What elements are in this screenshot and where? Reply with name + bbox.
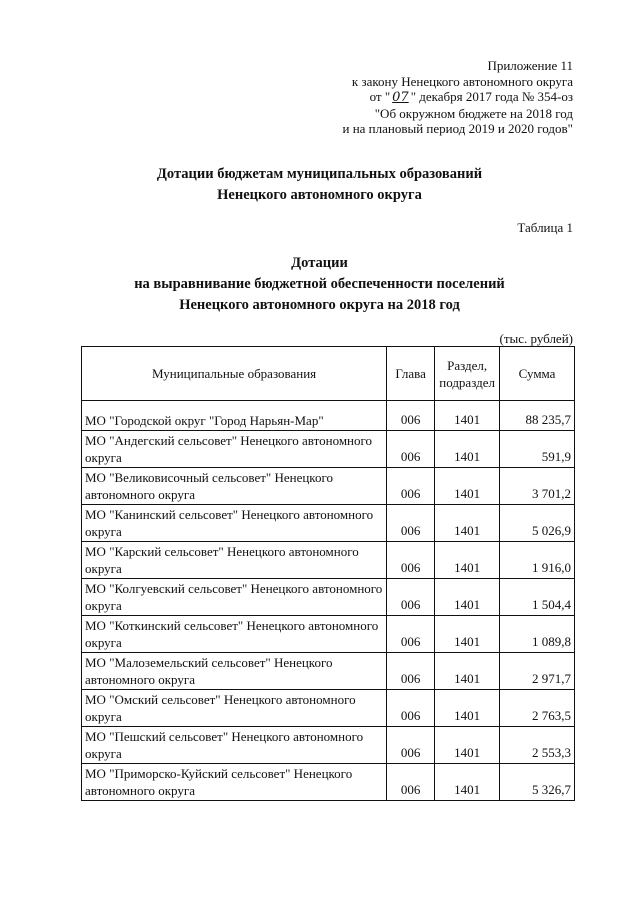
cell-municipality: МО "Великовисочный сельсовет" Ненецкого автономного округа	[82, 468, 387, 505]
appendix-number: Приложение 11	[487, 58, 573, 73]
cell-chapter: 006	[387, 542, 435, 579]
table-row	[82, 653, 575, 690]
appendix-law: к закону Ненецкого автономного округа	[351, 73, 573, 89]
table-title-line2: на выравнивание бюджетной обеспеченности поселений	[134, 276, 505, 292]
appendix-header	[342, 58, 573, 137]
cell-chapter: 006	[387, 468, 435, 505]
cell-amount: 5 326,7	[500, 764, 575, 801]
appendix-date-prefix: от "	[369, 89, 391, 104]
cell-municipality: МО "Приморско-Куйский сельсовет" Ненецкого автономного округа	[82, 764, 387, 801]
appendix-date-line	[342, 89, 573, 106]
table-title	[0, 253, 639, 316]
cell-amount: 3 701,2	[500, 468, 575, 505]
cell-chapter: 006	[387, 727, 435, 764]
cell-chapter: 006	[387, 401, 435, 431]
table-row	[82, 542, 575, 579]
cell-section: 1401	[435, 727, 500, 764]
cell-chapter: 006	[387, 764, 435, 801]
table-row	[82, 727, 575, 764]
header-section	[435, 347, 500, 401]
cell-amount: 88 235,7	[500, 401, 575, 431]
cell-municipality: МО "Пешский сельсовет" Ненецкого автономного округа	[82, 727, 387, 764]
cell-amount: 591,9	[500, 431, 575, 468]
cell-section: 1401	[435, 690, 500, 727]
heading-line1: Дотации бюджетам муниципальных образований	[156, 166, 483, 182]
cell-municipality: МО "Омский сельсовет" Ненецкого автономного округа	[82, 690, 387, 727]
table-row	[82, 764, 575, 801]
cell-municipality: МО "Карский сельсовет" Ненецкого автономного округа	[82, 542, 387, 579]
cell-section: 1401	[435, 431, 500, 468]
table-row	[82, 431, 575, 468]
cell-municipality: МО "Городской округ "Город Нарьян-Мар"	[82, 401, 387, 431]
heading-line2: Ненецкого автономного округа	[217, 187, 422, 203]
table-title-line3: Ненецкого автономного округа на 2018 год	[179, 297, 460, 313]
cell-amount: 1 916,0	[500, 542, 575, 579]
header-section-line1: Раздел,	[447, 357, 488, 373]
cell-chapter: 006	[387, 690, 435, 727]
cell-municipality: МО "Малоземельский сельсовет" Ненецкого автономного округа	[82, 653, 387, 690]
table-row	[82, 468, 575, 505]
cell-amount: 1 089,8	[500, 616, 575, 653]
header-municipality: Муниципальные образования	[82, 347, 387, 401]
cell-chapter: 006	[387, 579, 435, 616]
appendix-date-suffix: " декабря 2017 года № 354-оз	[410, 89, 573, 104]
appendix-title-line1: "Об окружном бюджете на 2018 год	[374, 105, 573, 121]
cell-section: 1401	[435, 764, 500, 801]
table-row	[82, 401, 575, 431]
cell-chapter: 006	[387, 653, 435, 690]
units-label: (тыс. рублей)	[499, 331, 573, 346]
cell-municipality: МО "Коткинский сельсовет" Ненецкого автономного округа	[82, 616, 387, 653]
cell-municipality: МО "Колгуевский сельсовет" Ненецкого автономного округа	[82, 579, 387, 616]
cell-section: 1401	[435, 653, 500, 690]
table-row	[82, 579, 575, 616]
header-amount: Сумма	[500, 347, 575, 401]
cell-section: 1401	[435, 505, 500, 542]
cell-amount: 1 504,4	[500, 579, 575, 616]
cell-amount: 5 026,9	[500, 505, 575, 542]
header-section-line2: подраздел	[439, 374, 495, 390]
cell-municipality: МО "Канинский сельсовет" Ненецкого автономного округа	[82, 505, 387, 542]
table-label: Таблица 1	[517, 220, 573, 235]
cell-chapter: 006	[387, 431, 435, 468]
table-header-row	[82, 347, 575, 401]
subsidies-table	[81, 346, 575, 801]
cell-chapter: 006	[387, 616, 435, 653]
table-row	[82, 616, 575, 653]
cell-section: 1401	[435, 401, 500, 431]
cell-section: 1401	[435, 468, 500, 505]
table-row	[82, 690, 575, 727]
header-chapter: Глава	[387, 347, 435, 401]
cell-section: 1401	[435, 579, 500, 616]
cell-municipality: МО "Андегский сельсовет" Ненецкого автономного округа	[82, 431, 387, 468]
table-row	[82, 505, 575, 542]
cell-amount: 2 553,3	[500, 727, 575, 764]
cell-section: 1401	[435, 616, 500, 653]
document-heading	[0, 164, 639, 206]
table-title-line1: Дотации	[291, 255, 348, 271]
appendix-title-line2: и на плановый период 2019 и 2020 годов"	[342, 121, 573, 136]
cell-amount: 2 971,7	[500, 653, 575, 690]
cell-section: 1401	[435, 542, 500, 579]
cell-amount: 2 763,5	[500, 690, 575, 727]
handwritten-day: 07	[392, 90, 409, 105]
cell-chapter: 006	[387, 505, 435, 542]
